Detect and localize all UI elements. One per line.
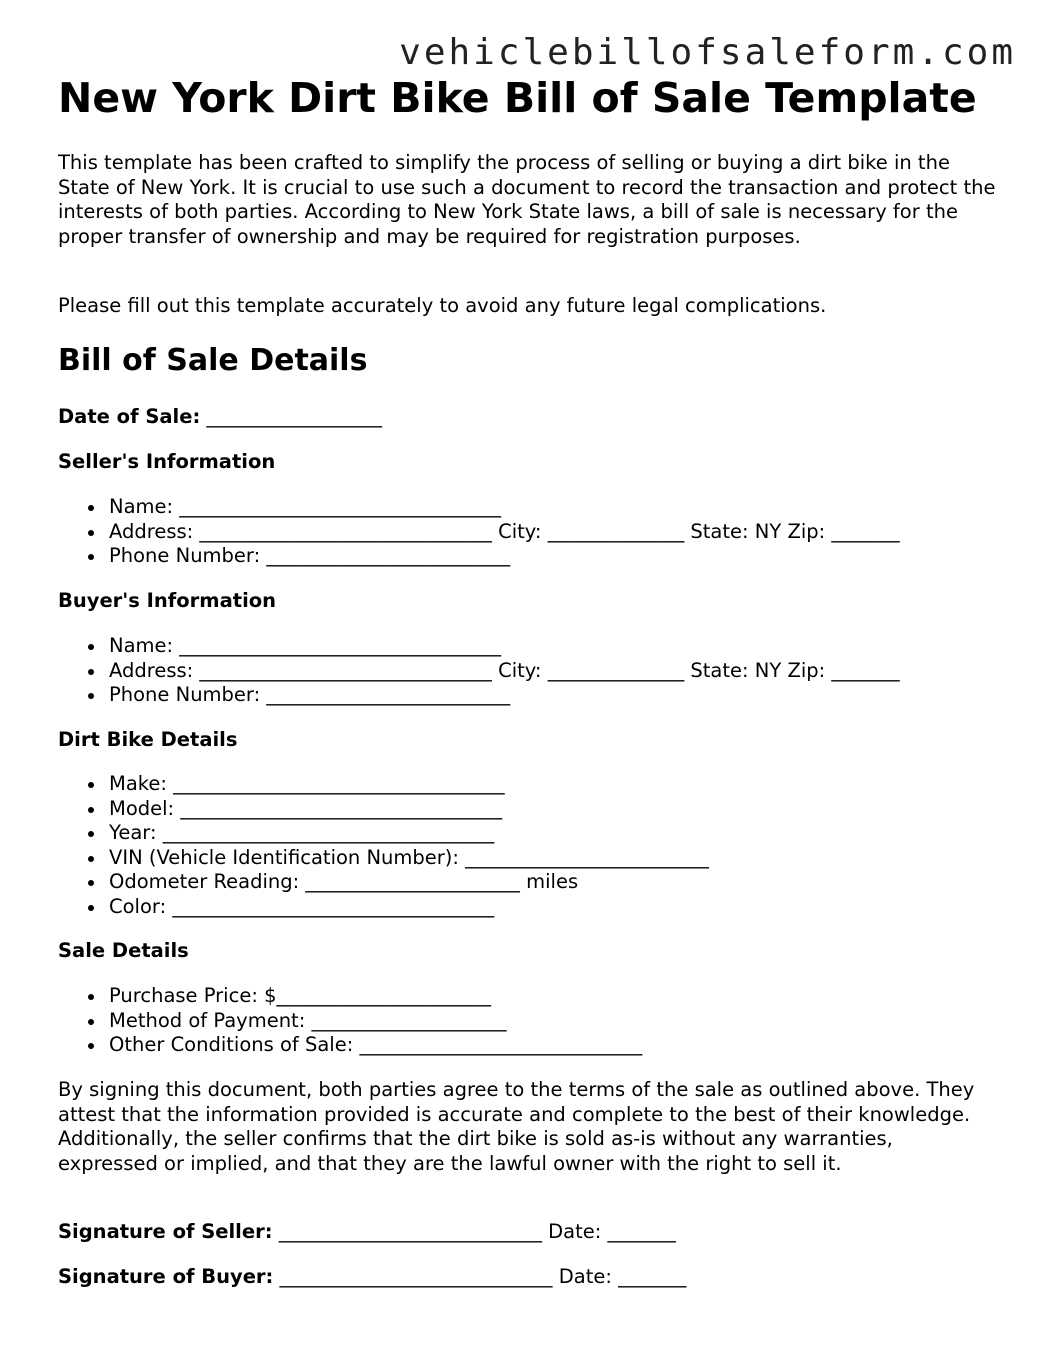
agreement-paragraph: By signing this document, both parties agree to the terms of the sale as outlined above. They attest that the information provided is accurate and complete to the best of their knowledge. Additionally, the seller confirms that the dirt bike is sold as-is without any warranties, expressed or implied, and that they are the lawful owner with the right to sell it. <box>58 1078 975 1175</box>
bike-odometer-field[interactable]: Odometer Reading: ______________________ miles <box>58 870 709 895</box>
seller-phone-field[interactable]: Phone Number: _________________________ <box>58 544 900 569</box>
buyer-signature-field[interactable] <box>58 1265 686 1288</box>
bike-make-field[interactable]: Make: __________________________________ <box>58 772 709 797</box>
date-of-sale-field[interactable] <box>58 405 382 428</box>
buyer-heading: Buyer's Information <box>58 589 277 612</box>
bike-year-field[interactable]: Year: __________________________________ <box>58 821 709 846</box>
buyer-list <box>58 634 900 708</box>
buyer-signature-label: Signature of Buyer: <box>58 1265 274 1288</box>
other-conditions-field[interactable]: Other Conditions of Sale: _____________________________ <box>58 1033 642 1058</box>
seller-name-field[interactable]: Name: _________________________________ <box>58 495 900 520</box>
purchase-price-field[interactable]: Purchase Price: $______________________ <box>58 984 642 1009</box>
page-title: New York Dirt Bike Bill of Sale Template <box>58 74 977 122</box>
bike-list <box>58 772 709 919</box>
buyer-address-field[interactable]: Address: ______________________________ City: ______________ State: NY Zip: _______ <box>58 659 900 684</box>
seller-signature-field[interactable] <box>58 1220 676 1243</box>
date-of-sale-blank: __________________ <box>200 405 382 428</box>
bike-color-field[interactable]: Color: _________________________________ <box>58 895 709 920</box>
bike-heading: Dirt Bike Details <box>58 728 238 751</box>
date-of-sale-label: Date of Sale: <box>58 405 201 428</box>
seller-signature-label: Signature of Seller: <box>58 1220 273 1243</box>
bike-vin-field[interactable]: VIN (Vehicle Identification Number): _________________________ <box>58 846 709 871</box>
section-title: Bill of Sale Details <box>58 343 368 378</box>
seller-list <box>58 495 900 569</box>
bike-model-field[interactable]: Model: _________________________________ <box>58 797 709 822</box>
instruction-paragraph: Please fill out this template accurately to avoid any future legal complications. <box>58 294 827 317</box>
seller-heading: Seller's Information <box>58 450 276 473</box>
seller-signature-blank: ___________________________ Date: _______ <box>272 1220 676 1243</box>
sale-heading: Sale Details <box>58 939 189 962</box>
buyer-signature-blank: ____________________________ Date: _______ <box>273 1265 687 1288</box>
buyer-name-field[interactable]: Name: _________________________________ <box>58 634 900 659</box>
watermark-url: vehiclebillofsaleform.com <box>399 32 1016 73</box>
payment-method-field[interactable]: Method of Payment: ____________________ <box>58 1009 642 1034</box>
sale-list <box>58 984 642 1058</box>
buyer-phone-field[interactable]: Phone Number: _________________________ <box>58 683 900 708</box>
intro-paragraph: This template has been crafted to simplify the process of selling or buying a dirt bike in the State of New York. It is crucial to use such a document to record the transaction and protect the interests of both parties. According to New York State laws, a bill of sale is necessary for the proper transfer of ownership and may be required for registration purposes. <box>58 151 996 248</box>
seller-address-field[interactable]: Address: ______________________________ City: ______________ State: NY Zip: _______ <box>58 520 900 545</box>
